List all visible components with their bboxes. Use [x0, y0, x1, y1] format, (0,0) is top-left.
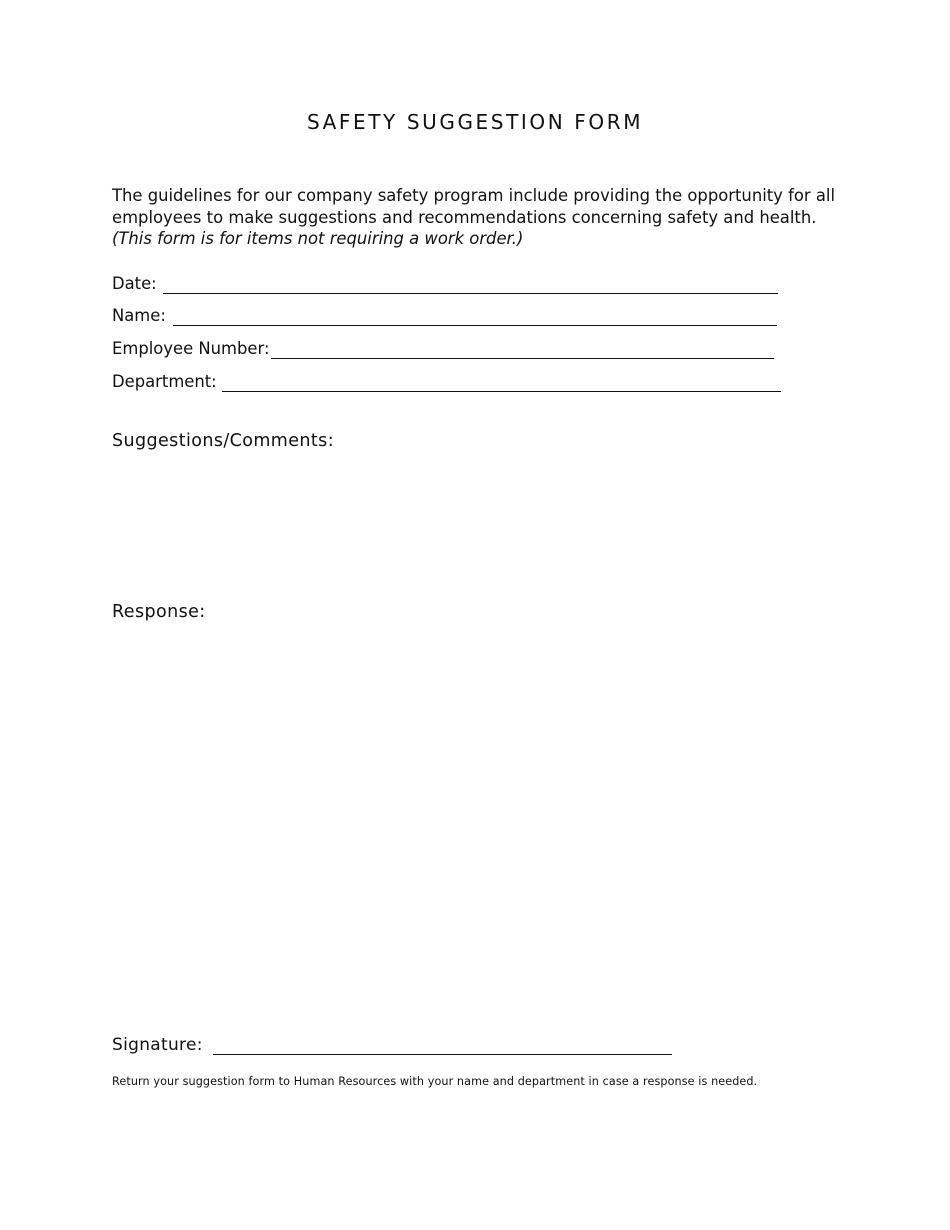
department-label: Department: — [112, 372, 217, 391]
suggestions-label: Suggestions/Comments: — [112, 431, 334, 451]
date-field — [112, 270, 778, 294]
signature-label: Signature: — [112, 1035, 203, 1055]
date-label: Date: — [112, 274, 157, 293]
name-field — [112, 302, 777, 326]
department-line[interactable] — [222, 377, 781, 392]
intro-note: (This form is for items not requiring a work order.) — [112, 229, 524, 249]
intro-text: The guidelines for our company safety program include providing the opportunity for all employees to make suggestions and recommendations concerning safety and health. — [112, 186, 835, 227]
name-label: Name: — [112, 306, 166, 325]
employee-number-label: Employee Number: — [112, 339, 270, 358]
employee-number-field — [112, 335, 774, 359]
employee-number-line[interactable] — [271, 344, 774, 359]
signature-line[interactable] — [213, 1040, 672, 1055]
form-title: SAFETY SUGGESTION FORM — [306, 110, 644, 134]
signature-field — [112, 1031, 672, 1055]
footer-note: Return your suggestion form to Human Resources with your name and department in case a response is needed. — [112, 1075, 758, 1088]
department-field — [112, 368, 781, 392]
name-line[interactable] — [173, 311, 777, 326]
intro-paragraph — [112, 185, 842, 250]
response-label: Response: — [112, 602, 206, 622]
date-line[interactable] — [163, 279, 778, 294]
